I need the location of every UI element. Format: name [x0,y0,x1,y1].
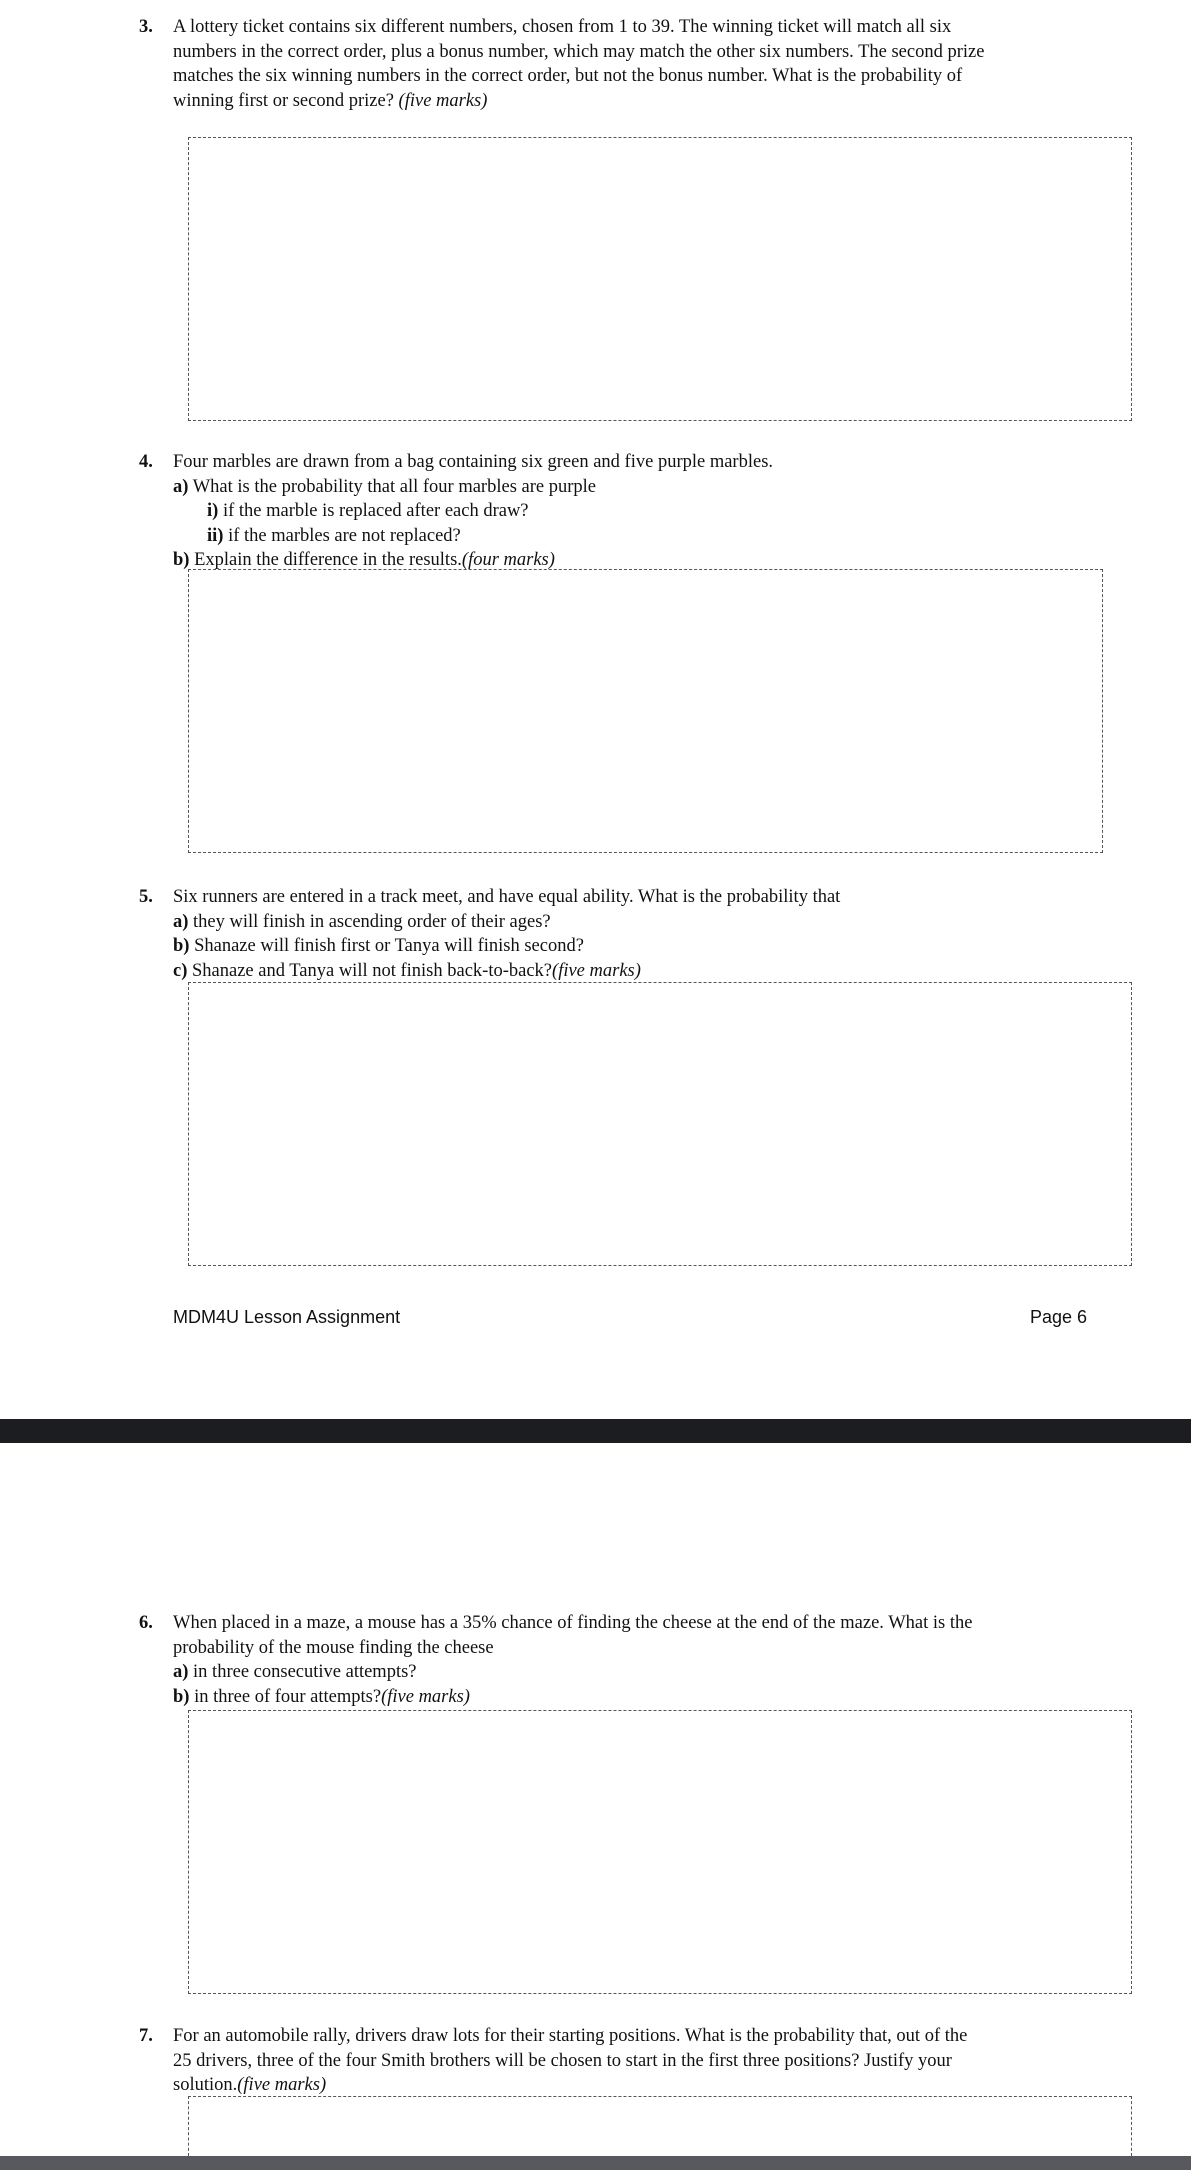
question-number: 3. [139,17,153,37]
question-7 [139,2024,1159,2098]
question-text-line: For an automobile rally, drivers draw lots for their starting positions. What is the probability that, out of the [173,2026,968,2046]
answer-box-q5[interactable] [188,982,1132,1266]
part-a: a) in three consecutive attempts? [173,1662,417,1682]
question-6 [139,1611,1159,1709]
footer-course: MDM4U Lesson Assignment [173,1307,401,1327]
footer-page: Page 6 [1030,1307,1088,1327]
question-stem: Four marbles are drawn from a bag containing six green and five purple marbles. [173,452,774,472]
question-number: 5. [139,887,153,907]
question-number: 7. [139,2026,153,2046]
bottom-scrollbar[interactable] [0,2156,1191,2170]
part-a-ii: ii) if the marbles are not replaced? [207,525,461,546]
part-b: b) Explain the difference in the results.(four marks) [173,550,555,570]
part-a: a) What is the probability that all four marbles are purple [173,476,596,497]
marks-label: (four marks) [461,550,555,570]
marks-label: (five marks) [552,960,641,981]
answer-box-q6[interactable] [188,1710,1132,1994]
part-c: c) Shanaze and Tanya will not finish back-to-back?(five marks) [173,960,641,981]
answer-box-q4[interactable] [188,569,1103,853]
question-stem: Six runners are entered in a track meet, and have equal ability. What is the probability that [173,887,841,907]
part-a: a) they will finish in ascending order of their ages? [173,911,551,932]
part-a-i: i) if the marble is replaced after each draw? [207,501,529,521]
question-text-line: solution.(five marks) [173,2075,327,2095]
question-text-line: numbers in the correct order, plus a bonus number, which may match the other six numbers. The second prize [173,41,985,62]
page-separator [0,1419,1191,1443]
answer-box-q3[interactable] [188,137,1132,421]
marks-label: (five marks) [381,1686,470,1707]
answer-box-q7[interactable] [188,2096,1132,2156]
marks-label: (five marks) [237,2075,327,2095]
question-text-line: matches the six winning numbers in the correct order, but not the bonus number. What is the probability of [173,66,963,86]
marks-label: (five marks) [398,90,488,111]
question-text-line: 25 drivers, three of the four Smith brothers will be chosen to start in the first three positions? Justify your [173,2050,952,2071]
question-text-line: When placed in a maze, a mouse has a 35% chance of finding the cheese at the end of the maze. What is the [173,1613,973,1633]
question-text-line: probability of the mouse finding the cheese [173,1637,494,1658]
question-text-line: A lottery ticket contains six different numbers, chosen from 1 to 39. The winning ticket will match all six [173,17,952,37]
question-4 [139,450,1149,573]
question-3 [139,15,1149,113]
question-text-line: winning first or second prize? (five marks) [173,90,488,111]
question-number: 4. [139,452,153,472]
part-b: b) in three of four attempts?(five marks) [173,1686,470,1707]
question-5 [139,885,1149,983]
part-b: b) Shanaze will finish first or Tanya will finish second? [173,936,584,956]
question-number: 6. [139,1613,153,1633]
